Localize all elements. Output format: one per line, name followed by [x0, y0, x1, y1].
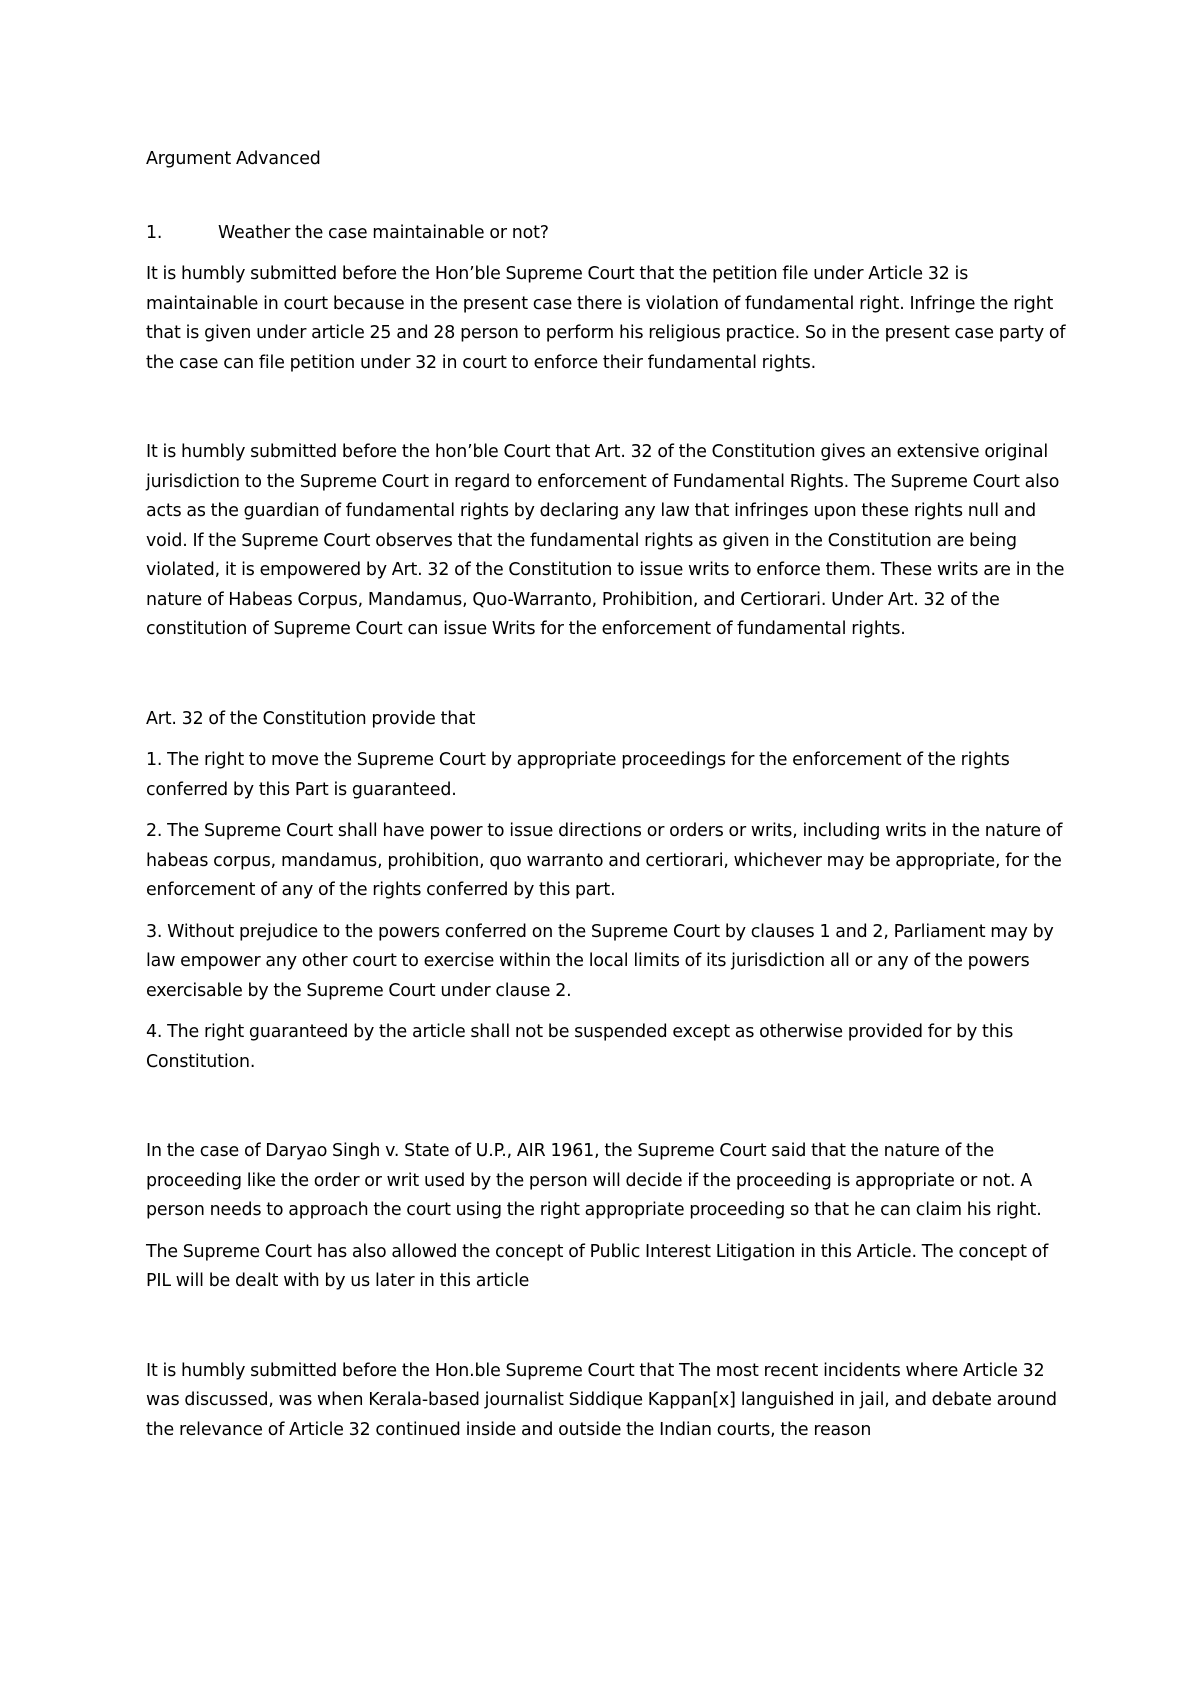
question-text: Weather the case maintainable or not? — [218, 222, 549, 243]
paragraph-pil: The Supreme Court has also allowed the concept of Public Interest Litigation in this Article. The concept of PIL will be dealt with by us later in this article — [146, 1241, 1049, 1291]
clause-4: 4. The right guaranteed by the article shall not be suspended except as otherwise provided for by this Constitution. — [146, 1022, 1014, 1072]
paragraph-jurisdiction: It is humbly submitted before the hon’ble Court that Art. 32 of the Constitution gives an extensive original jurisdiction to the Supreme Court in regard to enforcement of Fundamental Rights. The Supreme Court also acts as the guardian of fundamental rights by declaring any law that infringes upon these rights null and void. If the Supreme Court observes that the fundamental rights as given in the Constitution are being violated, it is empowered by Art. 32 of the Constitution to issue writs to enforce them. These writs are in the nature of Habeas Corpus, Mandamus, Quo-Warranto, Prohibition, and Certiorari. Under Art. 32 of the constitution of Supreme Court can issue Writs for the enforcement of fundamental rights. — [146, 442, 1065, 639]
paragraph-maintainability: It is humbly submitted before the Hon’ble Supreme Court that the petition file under Article 32 is maintainable in court because in the present case there is violation of fundamental right. Infringe the right that is given under article 25 and 28 person to perform his religious practice. So in the present case party of the case can file petition under 32 in court to enforce their fundamental rights. — [146, 264, 1066, 373]
question-number: 1. — [146, 222, 163, 243]
paragraph-daryao-singh: In the case of Daryao Singh v. State of U.P., AIR 1961, the Supreme Court said that the nature of the proceeding like the order or writ used by the person will decide if the proceeding is appropriate or not. A person needs to approach the court using the right appropriate proceeding so that he can claim his right. — [146, 1141, 1042, 1220]
paragraph-recent-incidents: It is humbly submitted before the Hon.ble Supreme Court that The most recent incidents where Article 32 was discussed, was when Kerala-based journalist Siddique Kappan[x] languished in jail, and debate around the relevance of Article 32 continued inside and outside the Indian courts, the reason — [146, 1360, 1057, 1440]
paragraph-article-32-intro: Art. 32 of the Constitution provide that — [146, 708, 476, 729]
question-item — [146, 219, 1076, 249]
document-heading: Argument Advanced — [146, 149, 321, 169]
clause-1: 1. The right to move the Supreme Court by appropriate proceedings for the enforcement of the rights conferred by this Part is guaranteed. — [146, 750, 1010, 800]
document-body — [146, 145, 1076, 1445]
clause-3: 3. Without prejudice to the powers conferred on the Supreme Court by clauses 1 and 2, Parliament may by law empower any other court to exercise within the local limits of its jurisdiction all or any of the powers exercisable by the Supreme Court under clause 2. — [146, 921, 1054, 1001]
clause-2: 2. The Supreme Court shall have power to issue directions or orders or writs, including writs in the nature of habeas corpus, mandamus, prohibition, quo warranto and certiorari, whichever may be appropriate, for the enforcement of any of the rights conferred by this part. — [146, 821, 1063, 900]
